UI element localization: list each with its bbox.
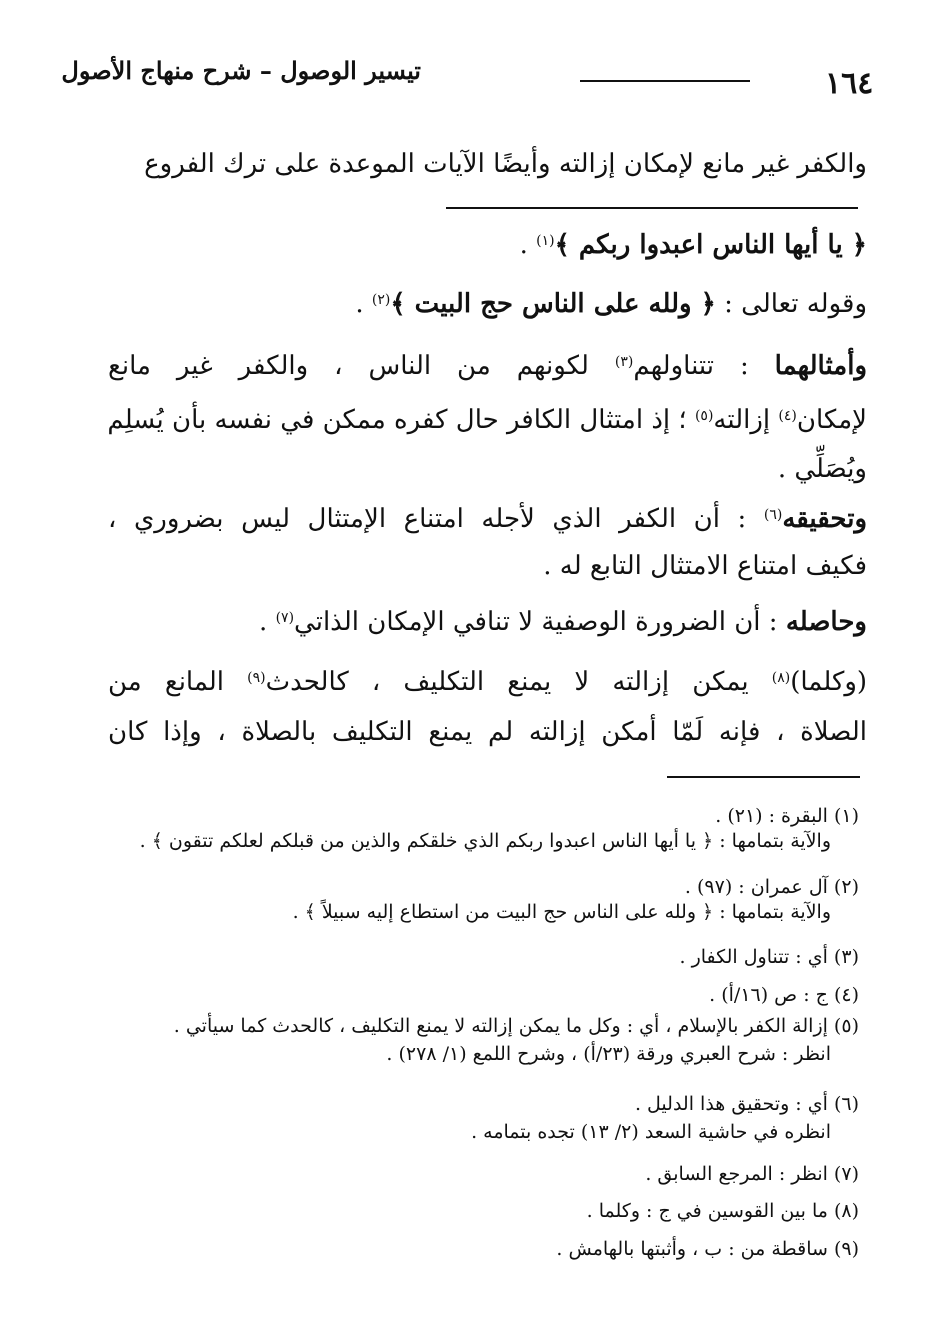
body-line-11 bbox=[108, 718, 867, 748]
footnote-ref: (٢) bbox=[371, 292, 391, 308]
footnote-ref: (٥) bbox=[694, 408, 714, 424]
footnote-4: (٤) ج : ص (١٦/أ) . bbox=[709, 984, 859, 1006]
footnote-ref: (٩) bbox=[247, 670, 266, 686]
body-line-9 bbox=[259, 608, 867, 638]
footnote-7: (٧) انظر : المرجع السابق . bbox=[645, 1163, 859, 1185]
text-span: : أن الكفر الذي لأجله امتناع الإمتثال ليس بضروري ، bbox=[108, 504, 764, 534]
lead-term: وحاصله bbox=[785, 607, 867, 637]
text-span: : تتناولهم bbox=[633, 351, 775, 381]
text-span: . bbox=[355, 289, 364, 319]
footnote-ref: (١) bbox=[536, 233, 555, 249]
footnote-2: (٢) آل عمران : (٩٧) . bbox=[684, 876, 859, 898]
text-span: : أن الضرورة الوصفية لا تنافي الإمكان الذاتي bbox=[294, 607, 786, 637]
footnote-ref: (٨) bbox=[771, 670, 791, 686]
body-line-6 bbox=[778, 455, 867, 485]
body-line-2 bbox=[520, 231, 867, 261]
body-line-8 bbox=[543, 552, 867, 582]
body-line-7 bbox=[108, 505, 867, 535]
footnote-6: (٦) أي : وتحقيق هذا الدليل . bbox=[634, 1093, 859, 1115]
footnote-3: (٣) أي : تتناول الكفار . bbox=[679, 946, 859, 968]
section-rule bbox=[446, 207, 858, 209]
text-span: (وكلما) bbox=[790, 667, 868, 697]
quran-verse: ﴿ يا أيها الناس اعبدوا ربكم ﴾ bbox=[554, 230, 867, 260]
page-number: ١٦٤ bbox=[825, 66, 874, 101]
running-header-title: تيسير الوصول – شرح منهاج الأصول bbox=[61, 56, 421, 85]
footnote-ref: (٤) bbox=[778, 408, 797, 424]
text-span: ؛ إذ امتثال الكافر حال كفره ممكن في نفسه بأن يُسلِم bbox=[107, 405, 695, 435]
text-span: والكفر غير مانع لإمكان إزالته وأيضًا الآيات الموعدة على ترك الفروع bbox=[144, 149, 867, 179]
footnote-separator bbox=[667, 776, 860, 778]
footnote-ref: (٣) bbox=[614, 354, 634, 370]
footnote-6-continuation: انظره في حاشية السعد (٢/ ١٣) تجده بتمامه . bbox=[471, 1121, 831, 1143]
body-line-10 bbox=[108, 668, 867, 698]
header-rule bbox=[580, 80, 750, 82]
text-span: لإمكان bbox=[796, 405, 867, 435]
text-span: . bbox=[259, 607, 276, 637]
footnote-5: (٥) إزالة الكفر بالإسلام ، أي : وكل ما يمكن إزالته لا يمنع التكليف ، كالحدث كما سيأتي . bbox=[173, 1015, 859, 1037]
footnote-8: (٨) ما بين القوسين في ج : وكلما . bbox=[586, 1200, 859, 1222]
text-span: إزالته bbox=[713, 405, 779, 435]
footnote-5-continuation: انظر : شرح العبري ورقة (٢٣/أ) ، وشرح اللمع (١/ ٢٧٨) . bbox=[386, 1043, 831, 1065]
footnote-ref: (٧) bbox=[275, 610, 295, 626]
text-span: وقوله تعالى : bbox=[715, 289, 867, 319]
body-line-4 bbox=[108, 352, 867, 382]
text-span: الصلاة ، فإنه لَمّا أمكن إزالته لم يمنع التكليف بالصلاة ، وإذا كان bbox=[108, 717, 867, 747]
footnote-ref: (٦) bbox=[763, 507, 783, 523]
footnote-9: (٩) ساقطة من : ب ، وأثبتها بالهامش . bbox=[556, 1238, 859, 1260]
text-span: لكونهم من الناس ، والكفر غير مانع bbox=[108, 351, 615, 381]
lead-term: وتحقيقه bbox=[782, 504, 867, 534]
body-line-3 bbox=[355, 290, 867, 320]
text-span: فكيف امتناع الامتثال التابع له . bbox=[543, 551, 867, 581]
body-line-5 bbox=[108, 406, 867, 436]
text-span: يمكن إزالته لا يمنع التكليف ، كالحدث bbox=[265, 667, 772, 697]
footnote-1: (١) البقرة : (٢١) . bbox=[715, 805, 859, 827]
footnote-2-continuation: والآية بتمامها : ﴿ ولله على الناس حج البيت من استطاع إليه سبيلاً ﴾ . bbox=[292, 901, 831, 923]
quran-verse: ﴿ ولله على الناس حج البيت ﴾ bbox=[390, 289, 716, 319]
text-span: المانع من bbox=[108, 667, 248, 697]
text-span: ويُصَلِّي . bbox=[777, 454, 867, 484]
body-line-1 bbox=[144, 150, 867, 180]
footnote-1-continuation: والآية بتمامها : ﴿ يا أيها الناس اعبدوا ربكم الذي خلقكم والذين من قبلكم لعلكم تتقون ﴾ . bbox=[139, 830, 831, 852]
text-span: . bbox=[519, 230, 528, 260]
lead-term: وأمثالهما bbox=[774, 351, 868, 381]
